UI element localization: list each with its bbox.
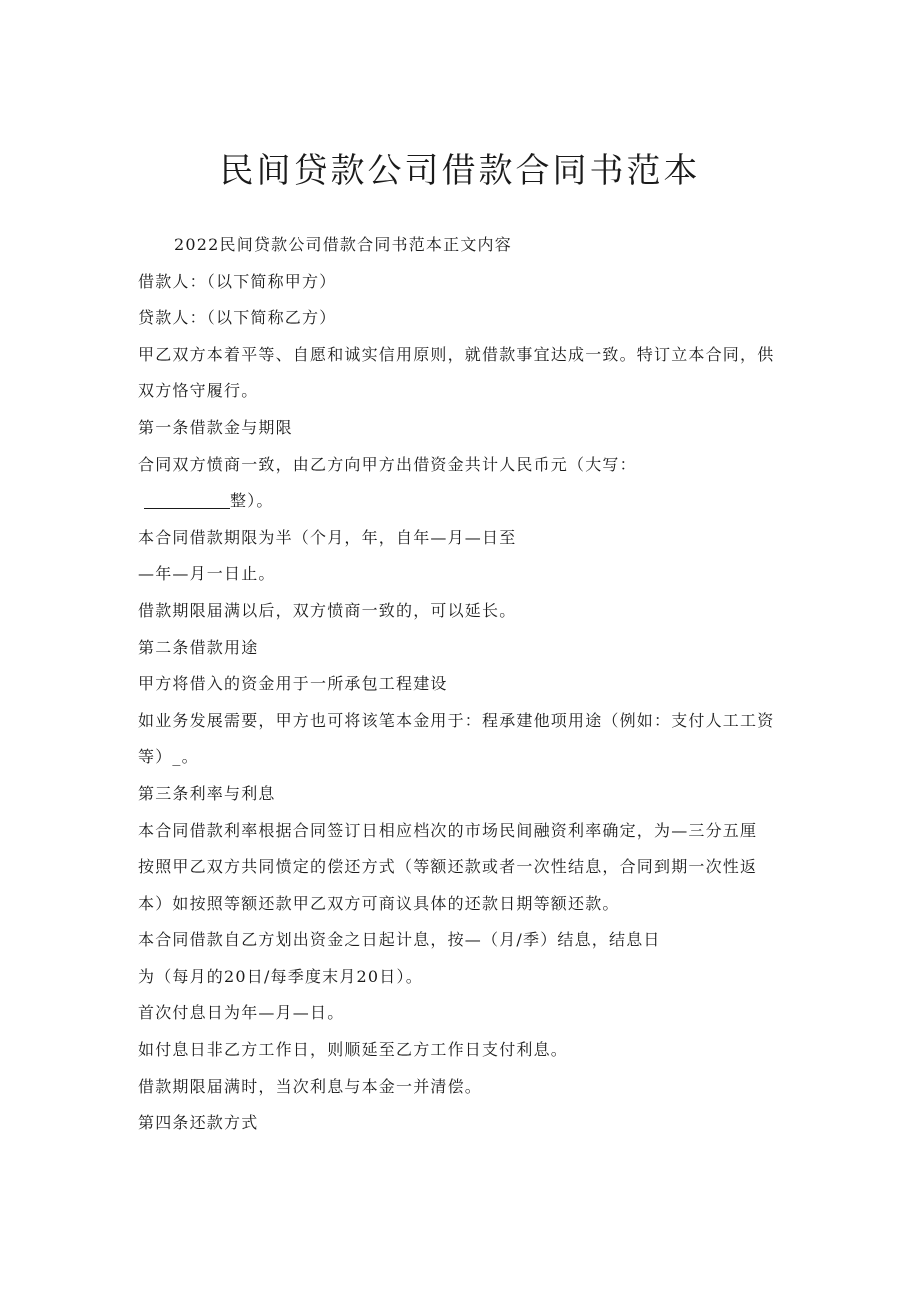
paragraph-line: 本）如按照等额还款甲乙双方可商议具体的还款日期等额还款。 <box>138 893 620 913</box>
article-heading-4: 第四条还款方式 <box>138 1113 259 1133</box>
paragraph-line: —年—月一日止。 <box>138 564 276 584</box>
paragraph-line: 如业务发展需要，甲方也可将该笔本金用于：程承建他项用途（例如：支付人工工资 <box>138 710 775 730</box>
article-heading-2: 第二条借款用途 <box>138 637 259 657</box>
paragraph-line: 本合同借款期限为半（个月，年，自年—月—日至 <box>138 527 517 547</box>
paragraph-line: 为（每月的20日/每季度末月20日）。 <box>138 966 423 986</box>
paragraph-line: 本合同借款自乙方划出资金之日起计息，按—（月/季）结息，结息日 <box>138 930 661 950</box>
blank-fill-line <box>144 492 230 509</box>
paragraph-line: 借款期限届满以后，双方愤商一致的，可以延长。 <box>138 600 517 620</box>
lender-line: 贷款人：（以下简称乙方） <box>138 308 337 328</box>
document-title: 民间贷款公司借款合同书范本 <box>219 151 701 191</box>
article-heading-3: 第三条利率与利息 <box>138 783 276 803</box>
paragraph-line: 本合同借款利率根据合同签订日相应档次的市场民间融资利率确定，为—三分五厘 <box>138 820 758 840</box>
amount-suffix: 整）。 <box>230 491 274 511</box>
paragraph-line: 等）_。 <box>138 747 199 767</box>
intro-heading: 2022民间贷款公司借款合同书范本正文内容 <box>174 235 512 254</box>
paragraph-line: 如付息日非乙方工作日，则顺延至乙方工作日支付利息。 <box>138 1040 569 1060</box>
amount-line <box>138 483 778 520</box>
article-heading-1: 第一条借款金与期限 <box>138 417 293 437</box>
paragraph-line: 甲乙双方本着平等、自愿和诚实信用原则，就借款事宜达成一致。特订立本合同，供 <box>138 344 775 364</box>
paragraph-line: 首次付息日为年—月—日。 <box>138 1003 345 1023</box>
paragraph-line: 按照甲乙双方共同愤定的偿还方式（等额还款或者一次性结息，合同到期一次性返 <box>138 857 758 877</box>
paragraph-line: 甲方将借入的资金用于一所承包工程建设 <box>138 674 448 694</box>
paragraph-line: 合同双方愤商一致，由乙方向甲方出借资金共计人民币元（大写： <box>138 454 637 474</box>
borrower-line: 借款人：（以下简称甲方） <box>138 271 337 291</box>
paragraph-line: 双方恪守履行。 <box>138 381 259 401</box>
document-body <box>138 227 778 1142</box>
paragraph-line: 借款期限届满时，当次利息与本金一并清偿。 <box>138 1076 483 1096</box>
